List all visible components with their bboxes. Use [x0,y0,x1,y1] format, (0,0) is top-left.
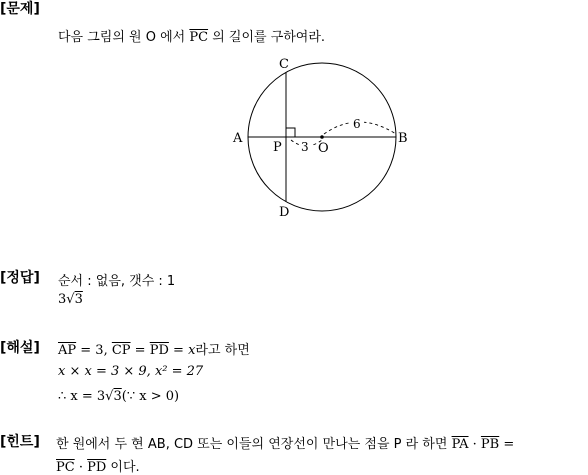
center-o-point [320,135,324,139]
solution-line3-suffix: (∵ x > 0) [121,389,180,404]
solution-line2: x × x = 3 × 9, x² = 27 [58,364,204,379]
solution-eq2: = [130,343,150,358]
solution-line3 [58,389,179,404]
solution-eq3: = [168,343,189,358]
label-o: O [318,141,329,156]
label-a: A [233,131,243,146]
hint-tag: [힌트] [0,434,40,450]
seg-pd: $\overline{PD}$ [149,343,169,358]
hint-dot1: · [468,437,481,452]
hint-text: 한 원에서 두 현 AB, CD 또는 이들의 연장선이 만나는 점을 P 라 하면 [56,437,452,452]
seg-ap: $\overline{AP}$ [58,343,77,358]
solution-line3-prefix: ∴ x = 3 [58,389,106,404]
label-d: D [279,205,290,220]
answer-value [58,292,83,307]
sqrt-sign: √ [66,292,75,307]
sqrt-sign-2: √ [105,389,114,404]
hint-line2 [56,456,140,475]
answer-tag: [정답] [0,270,40,286]
problem-text-before: 다음 그림의 원 O 에서 [58,30,190,45]
hint-eq: = [499,437,515,452]
label-p: P [273,140,282,155]
problem-text-after: 의 길이를 구하여라. [208,30,326,45]
hint-seg-pd: $\overline{PD}$ [87,460,107,475]
right-angle-mark [286,128,295,137]
problem-tag: [문제] [0,1,40,17]
problem-segment: $\overline{PC}$ [189,30,209,45]
label-length-po: 3 [301,140,309,154]
answer-line1: 순서 : 없음, 갯수 : 1 [58,274,176,289]
problem-text [58,26,325,45]
answer-coef: 3 [58,292,67,307]
hint-dot2: · [74,460,88,475]
hint-seg-pb: $\overline{PB}$ [480,437,500,452]
var-x: x [188,343,196,358]
solution-tail: 라고 하면 [195,343,250,358]
label-length-ob: 6 [353,117,361,131]
label-b: B [398,131,408,146]
hint-end: 이다. [106,460,140,475]
solution-eq1: = 3, [76,343,112,358]
circle-figure [220,52,420,222]
seg-cp: $\overline{CP}$ [111,343,131,358]
solution-line3-radicand: 3 [113,389,122,404]
hint-seg-pc: $\overline{PC}$ [56,460,75,475]
hint-line1 [56,433,514,452]
answer-radicand: 3 [74,292,83,307]
hint-seg-pa: $\overline{PA}$ [451,437,469,452]
label-c: C [279,57,289,72]
solution-tag: [해설] [0,340,40,356]
solution-line1 [58,339,250,358]
